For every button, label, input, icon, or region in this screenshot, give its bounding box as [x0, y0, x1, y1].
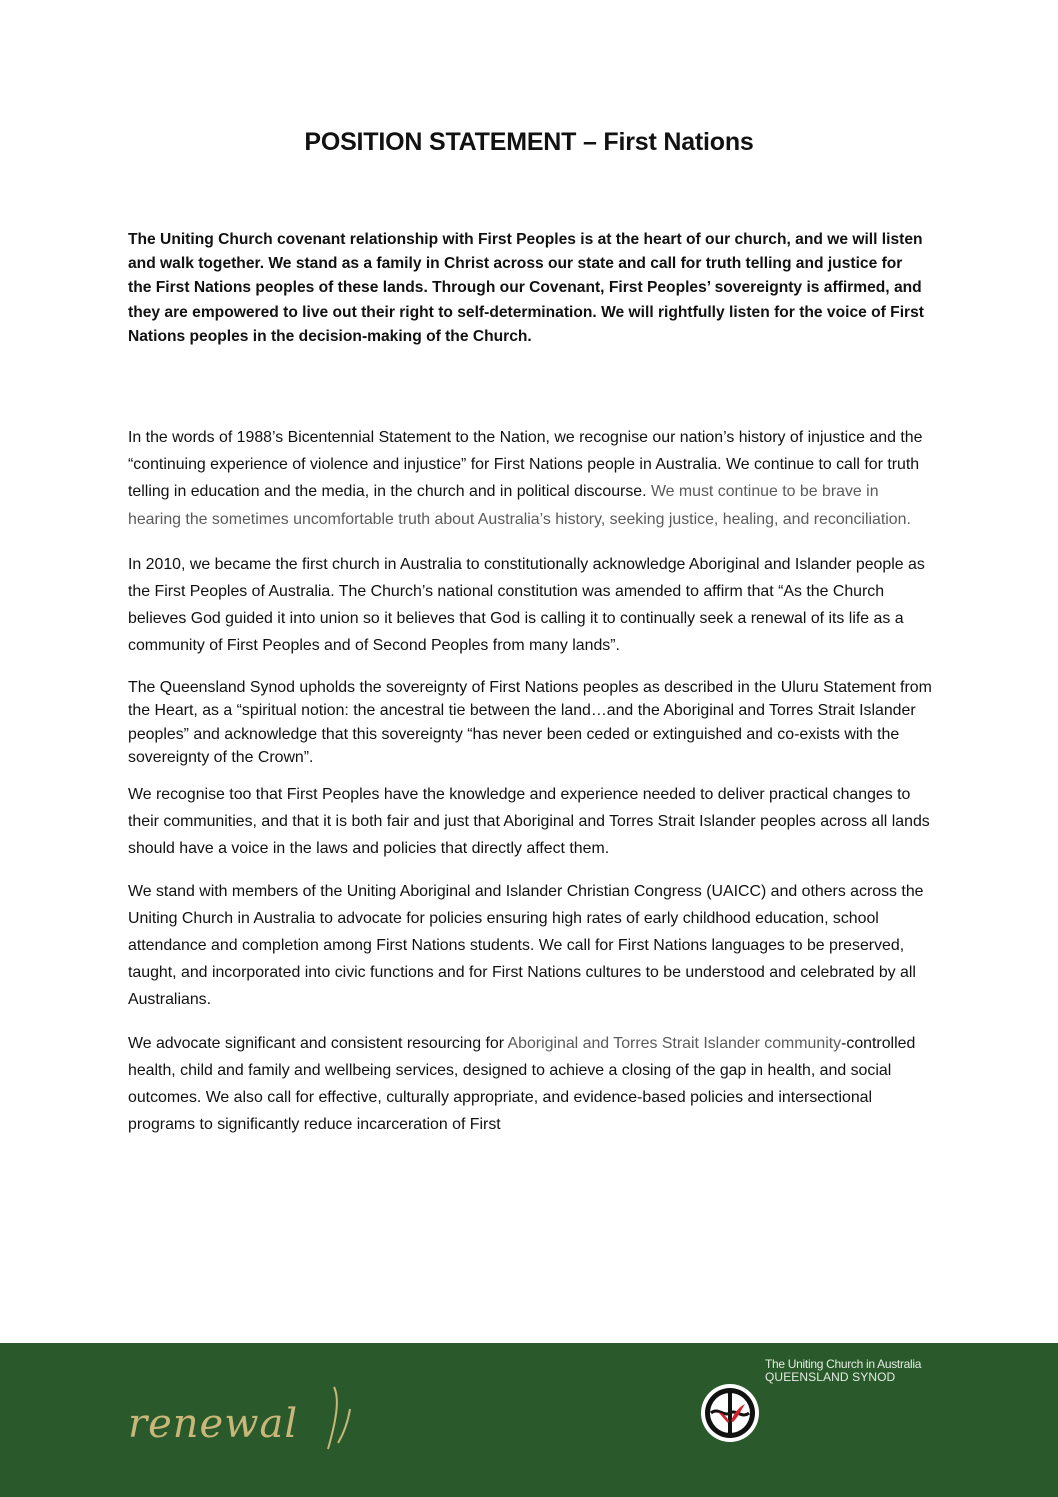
uniting-church-logo-icon: [700, 1383, 760, 1443]
org-name-line1: The Uniting Church in Australia: [765, 1357, 922, 1371]
body-text: [128, 424, 933, 1138]
paragraph-resourcing-rest: -controlled health, child and family and wellbeing services, designed to achieve a closing of the gap in health, and social outcomes. We also call for effective, culturally appropriate, and evidence-based policies and intersectional programs to significantly reduce incarceration of First: [128, 1034, 916, 1134]
page-title: POSITION STATEMENT – First Nations: [304, 128, 754, 156]
paragraph-bicentennial: [128, 424, 933, 533]
paragraph-education: We stand with members of the Uniting Aboriginal and Islander Christian Congress (UAICC) and others across the Uniting Church in Australia to advocate for policies ensuring high rates of early childhood education, school attendance and completion among First Nations students. We call for First Nations languages to be preserved, taught, and incorporated into civic functions and for First Nations cultures to be understood and celebrated by all Australians.: [128, 882, 924, 1009]
org-name-line2: QUEENSLAND SYNOD: [765, 1370, 896, 1384]
paragraph-voice: We recognise too that First Peoples have the knowledge and experience needed to deliver practical changes to their communities, and that it is both fair and just that Aboriginal and Torres Strait Islander peoples across all lands should have a voice in the laws and policies that directly affect them.: [128, 786, 930, 858]
paragraph-constitution: In 2010, we became the first church in Australia to constitutionally acknowledge Aboriginal and Islander people as the First Peoples of Australia. The Church’s national constitution was amended to affirm that “As the Church believes God guided it into union so it believes that God is calling it to continually seek a renewal of its life as a community of First Peoples and of Second Peoples from many lands”.: [128, 555, 925, 655]
paragraph-sovereignty: The Queensland Synod upholds the sovereignty of First Nations peoples as described in the Uluru Statement from the Heart, as a “spiritual notion: the ancestral tie between the land…and the Aboriginal and Torres Strait Islander peoples” and acknowledge that this sovereignty “has never been ceded or extinguished and co-exists with the sovereignty of the Crown”.: [128, 678, 932, 767]
paragraph-resourcing-highlight: Aboriginal and Torres Strait Islander community: [507, 1034, 842, 1052]
paragraph-resourcing: [128, 1030, 933, 1139]
renewal-wordmark: [122, 1379, 362, 1459]
svg-text:renewal: renewal: [128, 1401, 299, 1447]
paragraph-bicentennial-main: In the words of 1988’s Bicentennial Statement to the Nation, we recognise our nation’s history of injustice and the “continuing experience of violence and injustice” for First Nations people in Australia. We continue to call for truth telling in education and the media, in the church and in political discourse.: [128, 429, 923, 501]
paragraph-bicentennial-highlight: We must continue to be brave in hearing the sometimes uncomfortable truth about Australia’s history, seeking justice, healing, and reconciliation.: [128, 483, 911, 528]
paragraph-resourcing-start: We advocate significant and consistent resourcing for: [128, 1034, 508, 1052]
intro-statement: The Uniting Church covenant relationship with First Peoples is at the heart of our church, and we will listen and walk together. We stand as a family in Christ across our state and call for truth telling and justice for the First Nations peoples of these lands. Through our Covenant, First Peoples’ sovereignty is affirmed, and they are empowered to live out their right to self-determination. We will rightfully listen for the voice of First Nations peoples in the decision-making of the Church.: [128, 231, 924, 345]
footer-band: [0, 1343, 1058, 1497]
